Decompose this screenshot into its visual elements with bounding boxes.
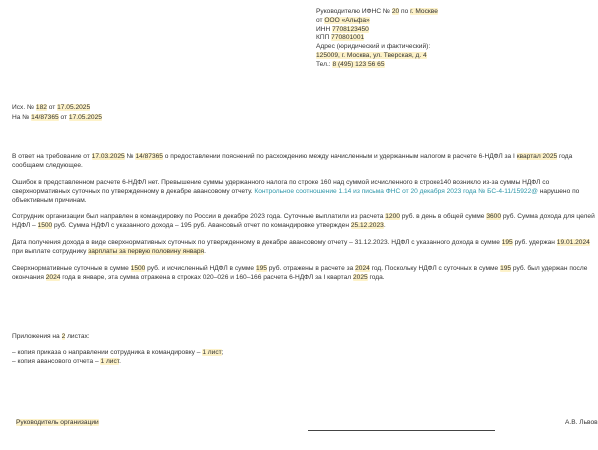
signatory-name: А.В. Львов	[565, 419, 598, 426]
attachment-item-2: – копия авансового отчета – 1 лист.	[12, 357, 121, 365]
kpp-value: 770801001	[331, 34, 365, 42]
kpp-line: КПП 770801001	[316, 34, 365, 42]
sender-line: от ООО «Альфа»	[316, 16, 370, 24]
attachment-item-1: – копия приказа о направлении сотрудника в командировку – 1 лист;	[12, 348, 224, 356]
fns-letter-link[interactable]: Контрольное соотношение 1.14 из письма ФНС от 20 декабря 2023 года № БС-4-11/15922@	[254, 187, 538, 195]
attachments-block	[12, 333, 572, 367]
outgoing-ref: Исх. № 182 от 17.05.2025	[12, 104, 91, 111]
paragraph-3: Сотрудник организации был направлен в командировку по России в декабре 2023 года. Суточные выплатили из расчета 1200 руб. в день в общей сумме 3600 руб. Сумма дохода для целей НДФЛ – 1500 руб. Сумма НДФЛ с указанного дохода – 195 руб. Авансовый отчет по командировке утвержден 25.12.2023.	[12, 213, 595, 230]
incoming-ref: На № 14/87365 от 17.05.2025	[12, 113, 102, 121]
phone-line: Тел.: 8 (495) 123 56 65	[316, 60, 385, 68]
attachments-intro: Приложения на 2 листах:	[12, 333, 90, 340]
sender-company: ООО «Альфа»	[324, 16, 370, 24]
signatory-position: Руководитель организации	[16, 419, 99, 426]
addressee-block	[316, 8, 576, 70]
letter-body	[12, 153, 596, 290]
paragraph-4: Дата получения дохода в виде сверхнормативных суточных по утвержденному в декабре авансовому отчету – 31.12.2023. НДФЛ с указанного дохода в сумме 195 руб. удержан 19.01.2024 при выплате сотруднику зарплаты за первую половину января.	[12, 239, 590, 256]
outgoing-number: 182	[35, 104, 47, 111]
address-line	[316, 52, 576, 61]
signature-line	[308, 430, 495, 431]
paragraph-1: В ответ на требование от 17.03.2025 № 14/87365 о предоставлении пояснений по расхождению между начисленным и удержанным налогом в расчете 6-НДФЛ за I квартал 2025 года сообщаем следующее.	[12, 153, 573, 169]
recipient-city: г. Москве	[410, 8, 438, 15]
address-value: 125009, г. Москва, ул. Тверская, д. 4	[316, 52, 427, 60]
inn-line: ИНН 7708123450	[316, 25, 369, 33]
reference-block	[12, 103, 102, 122]
paragraph-5: Сверхнормативные суточные в сумме 1500 руб. и исчисленный НДФЛ в сумме 195 руб. отражены в расчете за 2024 год. Поскольку НДФЛ с суточных в сумме 195 руб. был удержан после окончания 2024 года в январе, эта сумма отражена в строках 020–026 и 160–166 расчета 6-НДФЛ за I квартал 2025 года.	[12, 264, 588, 281]
phone-value: 8 (495) 123 56 65	[332, 60, 385, 68]
inn-value: 7708123450	[332, 25, 369, 33]
outgoing-date: 17.05.2025	[57, 104, 91, 111]
recipient-line: Руководителю ИФНС № 20 по г. Москве	[316, 8, 438, 15]
address-label: Адрес (юридический и фактический):	[316, 43, 431, 51]
ifns-number: 20	[391, 8, 400, 15]
incoming-number: 14/87365	[31, 113, 59, 121]
incoming-date: 17.05.2025	[68, 113, 102, 121]
paragraph-2: Ошибок в представленном расчете 6-НДФЛ нет. Превышение суммы удержанного налога по строке 160 над суммой исчисленного в строке140 возникло из-за суммы НДФЛ со сверхнормативных суточных по утвержденному в декабре авансовому отчету. Контрольное соотношение 1.14 из письма ФНС от 20 декабря 2023 года № БС-4-11/15922@ нарушено по объективным причинам.	[12, 178, 580, 204]
